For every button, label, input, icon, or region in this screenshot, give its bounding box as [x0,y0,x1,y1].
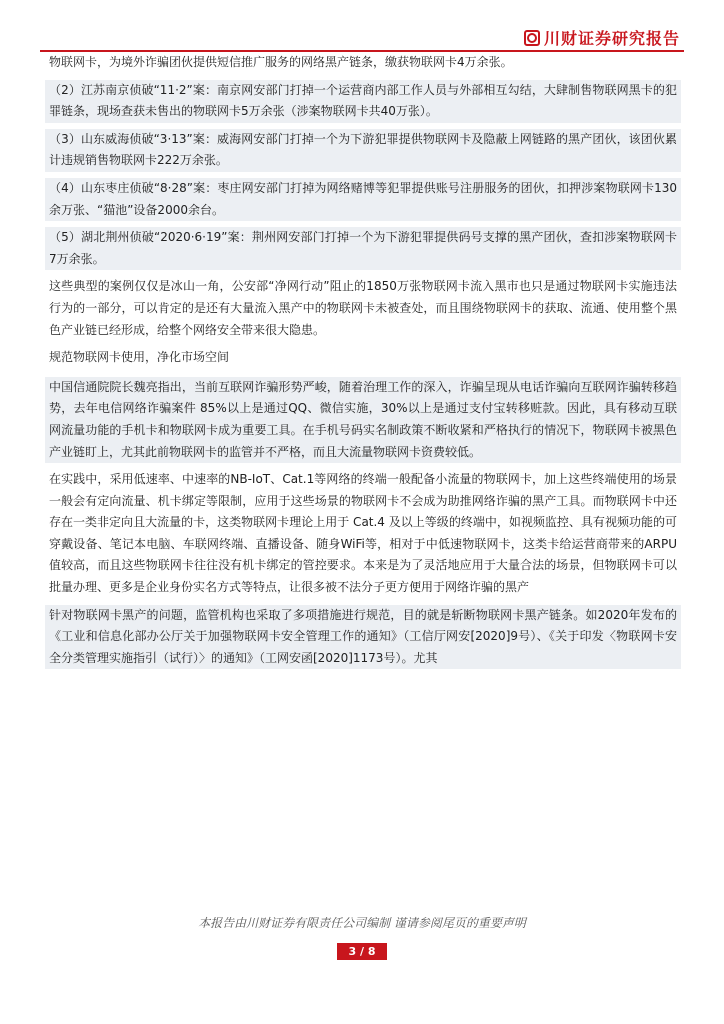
paragraph-caict-statement: 中国信通院院长魏亮指出，当前互联网诈骗形势严峻，随着治理工作的深入，诈骗呈现从电话诈骗向互联网诈骗转移趋势，去年电信网络诈骗案件 85%以上是通过QQ、微信实施，30%以上是通过支付宝转移赃款。因此，具有移动互联网流量功能的手机卡和物联网卡成为重要工具。在手机号码实名制政策不断收紧和严格执行的情况下，物联网卡被黑色产业链盯上，尤其此前物联网卡的监管并不严格，而且大流量物联网卡资费较低。 [45,377,681,463]
paragraph-regulation: 针对物联网卡黑产的问题，监管机构也采取了多项措施进行规范，目的就是斩断物联网卡黑产链条。如2020年发布的《工业和信息化部办公厅关于加强物联网卡安全管理工作的通知》（工信厅网安[2020]9号）、《关于印发〈物联网卡安全分类管理实施指引（试行）〉的通知》（工网安函[2020]1173号）。尤其 [45,605,681,670]
header-brand [524,26,680,49]
section-heading: 规范物联网卡使用，净化市场空间 [49,350,230,365]
footer-disclaimer: 本报告由川财证券有限责任公司编制 谨请参阅尾页的重要声明 [198,916,526,930]
chuancai-logo-icon [524,30,540,46]
case-nanjing: （2）江苏南京侦破“11·2”案：南京网安部门打掉一个运营商内部工作人员与外部相互勾结，大肆制售物联网黑卡的犯罪链条，现场查获未售出的物联网卡5万余张（涉案物联网卡共40万张）。 [45,80,681,123]
paragraph-practice: 在实践中，采用低速率、中速率的NB-IoT、Cat.1等网络的终端一般配备小流量的物联网卡，加上这些终端使用的场景一般会有定向流量、机卡绑定等限制，应用于这些场景的物联网卡不会成为助推网络诈骗的黑产工具。而物联网卡中还存在一类非定向且大流量的卡，这类物联网卡理论上用于 Cat.4 及以上等级的终端中，如视频监控、具有视频功能的可穿戴设备、笔记本电脑、车联网终端、直播设备、随身WiFi等，相对于中低速物联网卡，这类卡给运营商带来的ARPU值较高，而且这些物联网卡往往没有机卡绑定的管控要求。本来是为了灵活地应用于大量合法的场景，但物联网卡可以批量办理、更多是企业身份实名方式等特点，让很多被不法分子更方便用于网络诈骗的黑产 [49,472,677,595]
case-weihai: （3）山东威海侦破“3·13”案：威海网安部门打掉一个为下游犯罪提供物联网卡及隐蔽上网链路的黑产团伙，该团伙累计违规销售物联网卡222万余张。 [45,129,681,172]
page-number: 3 / 8 [337,943,387,960]
paragraph-tip-of-iceberg: 这些典型的案例仅仅是冰山一角，公安部“净网行动”阻止的1850万张物联网卡流入黑市也只是通过物联网卡实施违法行为的一部分，可以肯定的是还有大量流入黑产中的物联网卡未被查处，而且围绕物联网卡的获取、流通、使用整个黑色产业链已经形成，给整个网络安全带来很大隐患。 [49,279,677,337]
report-body [45,52,681,675]
case-zaozhuang: （4）山东枣庄侦破“8·28”案：枣庄网安部门打掉为网络赌博等犯罪提供账号注册服务的团伙，扣押涉案物联网卡130余万张、“猫池”设备2000余台。 [45,178,681,221]
brand-title: 川财证券研究报告 [543,29,680,48]
paragraph-intro-continued: 物联网卡，为境外诈骗团伙提供短信推广服务的网络黑产链条，缴获物联网卡4万余张。 [49,55,513,69]
case-jingzhou: （5）湖北荆州侦破“2020·6·19”案：荆州网安部门打掉一个为下游犯罪提供码号支撑的黑产团伙，查扣涉案物联网卡7万余张。 [45,227,681,270]
